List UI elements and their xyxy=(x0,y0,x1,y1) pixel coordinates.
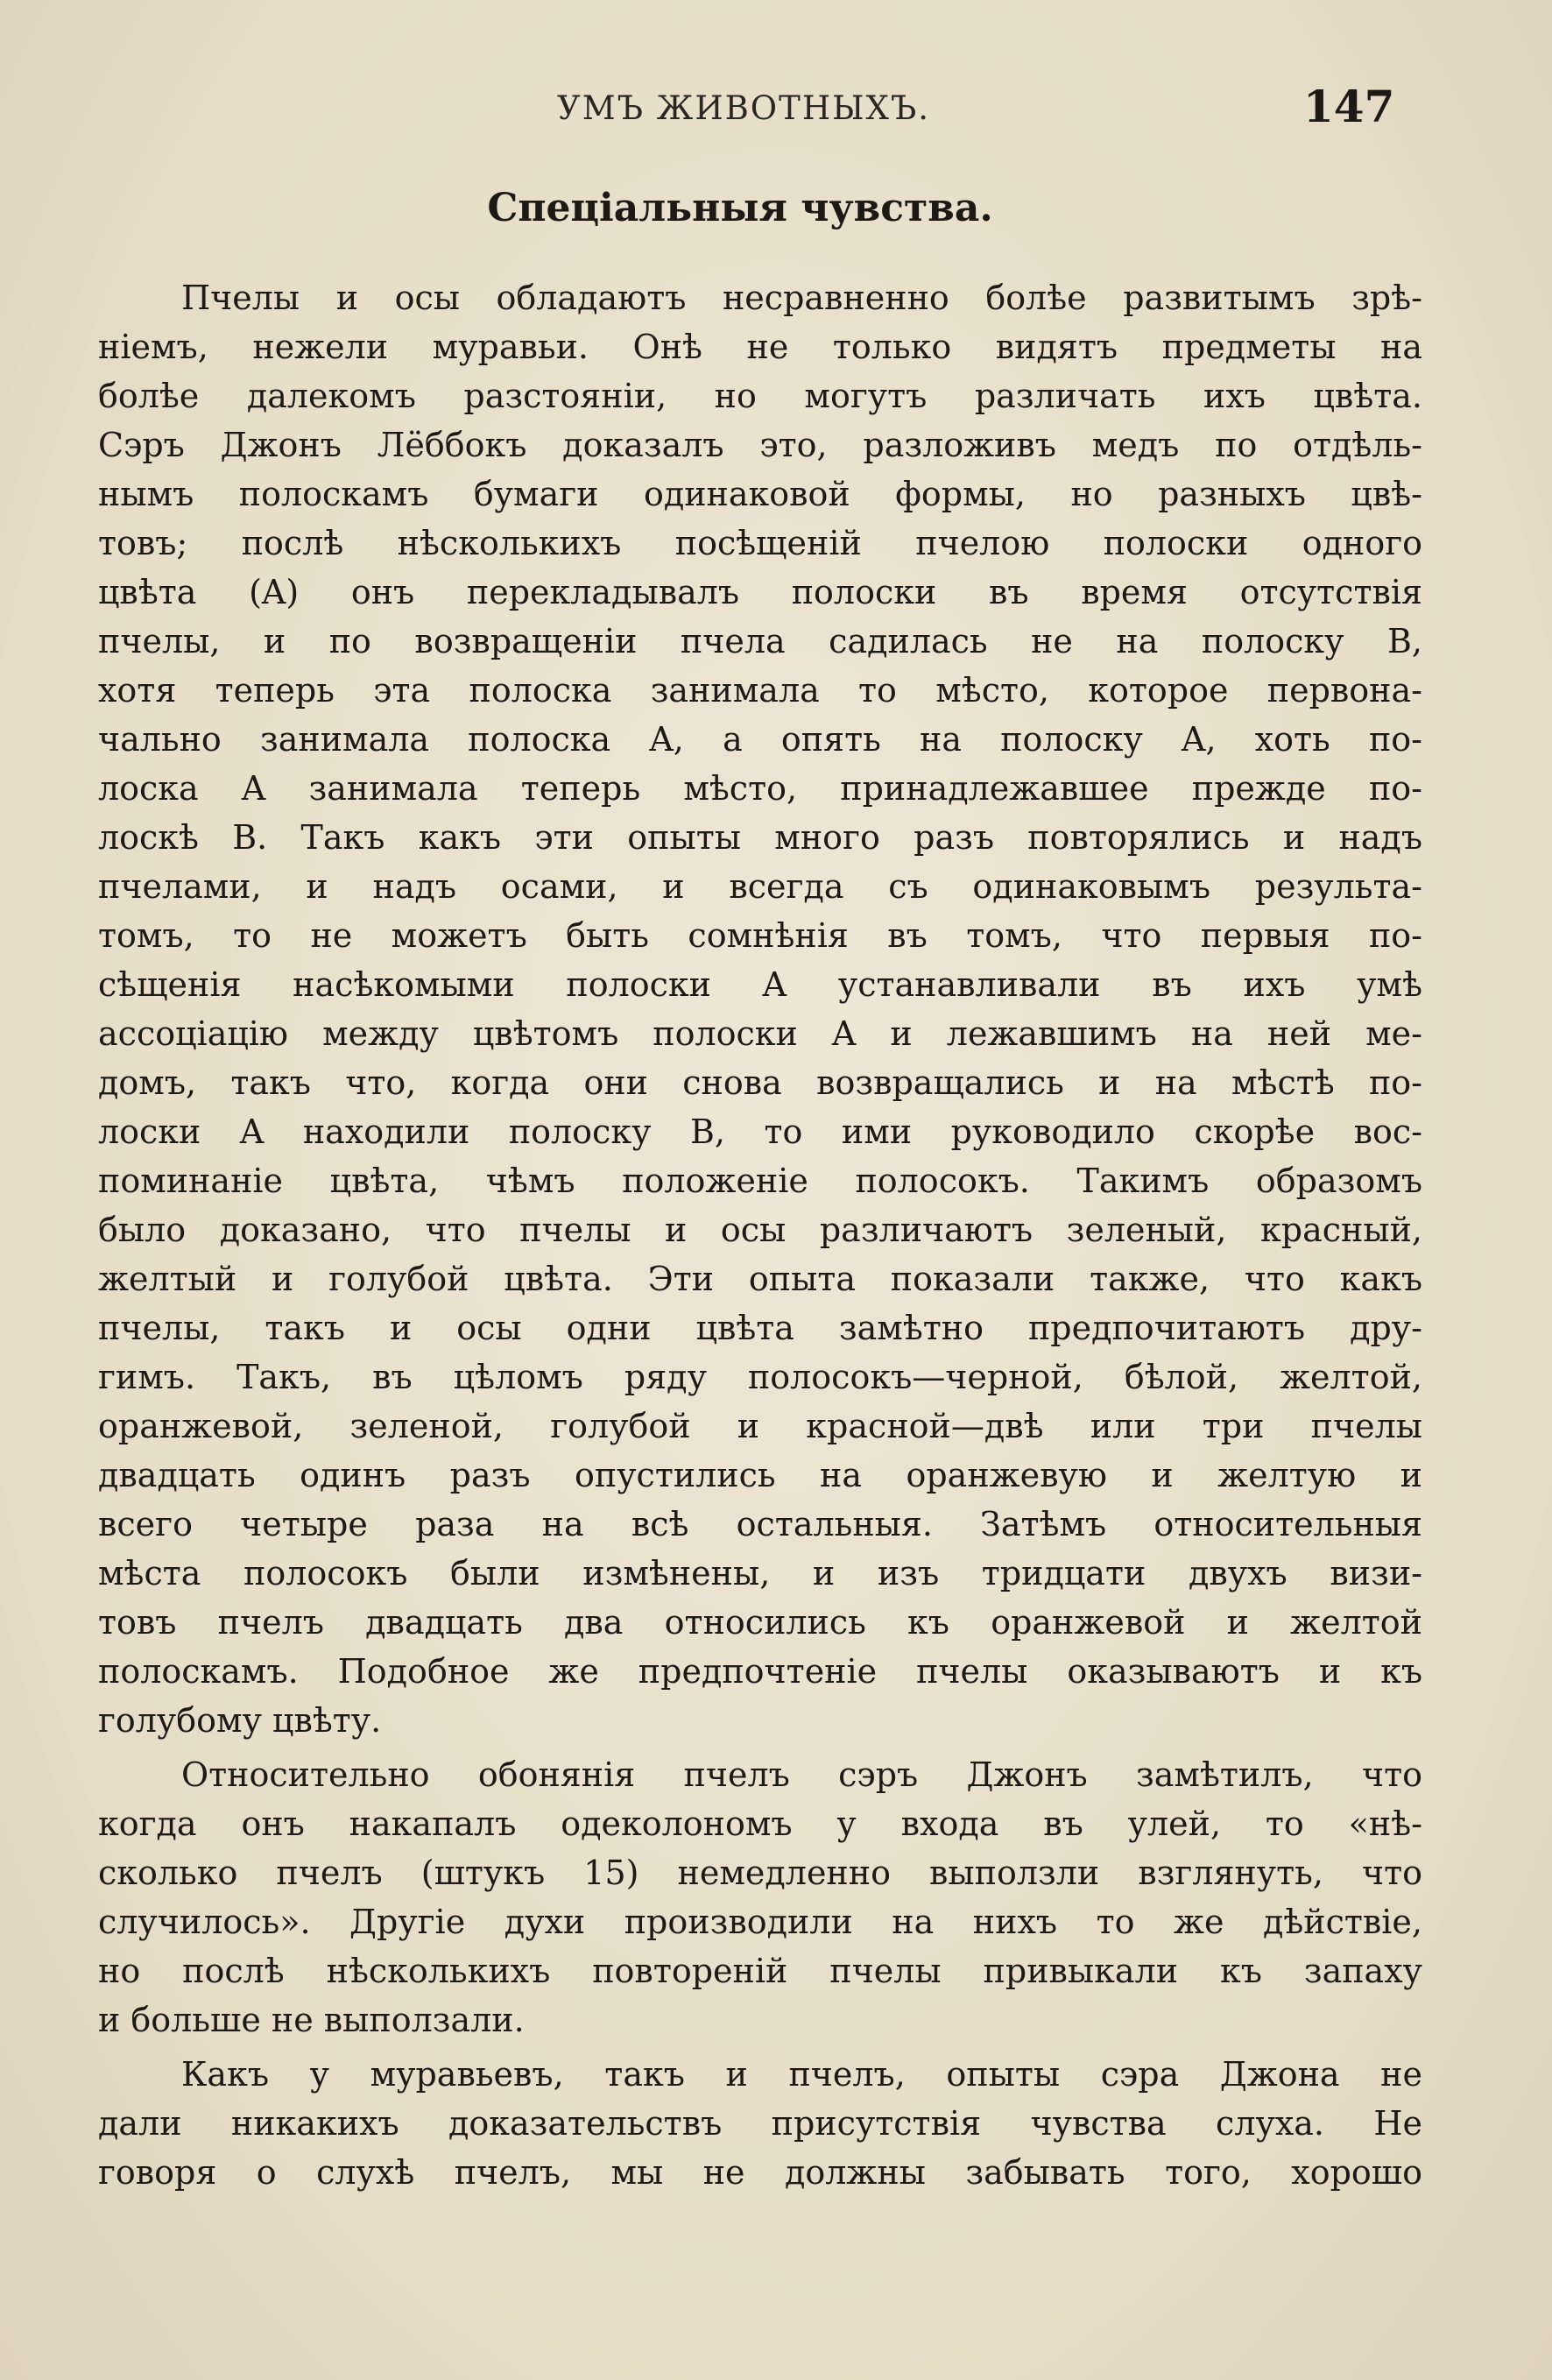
text-line: поминаніе цвѣта, чѣмъ положеніе полосокъ. Такимъ образомъ xyxy=(98,1162,1422,1200)
text-line: дали никакихъ доказательствъ присутствія чувства слуха. Не xyxy=(98,2104,1422,2143)
text-line: домъ, такъ что, когда они снова возвращались и на мѣстѣ по- xyxy=(98,1063,1422,1102)
text-line: хотя теперь эта полоска занимала то мѣсто, которое первона- xyxy=(98,671,1422,710)
text-line: цвѣта (A) онъ перекладывалъ полоски въ время отсутствія xyxy=(98,573,1422,611)
text-line: всего четыре раза на всѣ остальныя. Затѣмъ относительныя xyxy=(98,1505,1422,1543)
text-line: ассоціацію между цвѣтомъ полоски A и лежавшимъ на ней ме- xyxy=(98,1014,1422,1053)
page-number: 147 xyxy=(1303,81,1395,132)
text-line: нымъ полоскамъ бумаги одинаковой формы, но разныхъ цвѣ- xyxy=(98,475,1422,513)
paragraph xyxy=(98,273,1422,1745)
text-line: случилось». Другіе духи производили на нихъ то же дѣйствіе, xyxy=(98,1903,1422,1941)
text-line: мѣста полосокъ были измѣнены, и изъ тридцати двухъ визи- xyxy=(98,1554,1422,1593)
paragraph xyxy=(98,2050,1422,2197)
running-head xyxy=(0,81,1552,142)
text-line: было доказано, что пчелы и осы различаютъ зеленый, красный, xyxy=(98,1211,1422,1249)
text-line: Сэръ Джонъ Лёббокъ доказалъ это, разложивъ медъ по отдѣль- xyxy=(98,426,1422,464)
section-title: Спеціальныя чувства. xyxy=(487,186,993,230)
text-line: Пчелы и осы обладаютъ несравненно болѣе развитымъ зрѣ- xyxy=(181,279,1422,317)
text-line: гимъ. Такъ, въ цѣломъ ряду полосокъ—черной, бѣлой, желтой, xyxy=(98,1358,1422,1396)
text-line: пчелы, и по возвращеніи пчела садилась не на полоску B, xyxy=(98,622,1422,660)
text-line: сколько пчелъ (штукъ 15) немедленно выползли взглянуть, что xyxy=(98,1854,1422,1892)
body-text xyxy=(98,273,1422,2197)
text-line: голубому цвѣту. xyxy=(98,1701,382,1740)
text-line: товъ; послѣ нѣсколькихъ посѣщеній пчелою полоски одного xyxy=(98,524,1422,562)
text-line: болѣе далекомъ разстояніи, но могутъ различать ихъ цвѣта. xyxy=(98,377,1422,415)
text-line: чально занимала полоска A, а опять на полоску A, хоть по- xyxy=(98,720,1422,759)
text-line: Относительно обонянія пчелъ сэръ Джонъ замѣтилъ, что xyxy=(181,1755,1422,1794)
text-line: двадцать одинъ разъ опустились на оранжевую и желтую и xyxy=(98,1456,1422,1494)
text-line: товъ пчелъ двадцать два относились къ оранжевой и желтой xyxy=(98,1603,1422,1642)
text-line: ніемъ, нежели муравьи. Онѣ не только видятъ предметы на xyxy=(98,328,1422,366)
text-line: томъ, то не можетъ быть сомнѣнія въ томъ, что первыя по- xyxy=(98,916,1422,955)
text-line: полоскамъ. Подобное же предпочтеніе пчелы оказываютъ и къ xyxy=(98,1652,1422,1691)
text-line: пчелы, такъ и осы одни цвѣта замѣтно предпочитаютъ дру- xyxy=(98,1309,1422,1347)
running-title: УМЪ ЖИВОТНЫХЪ. xyxy=(557,89,930,127)
paragraph xyxy=(98,1750,1422,2045)
text-line: и больше не выползали. xyxy=(98,2001,525,2039)
text-line: пчелами, и надъ осами, и всегда съ одинаковымъ результа- xyxy=(98,867,1422,906)
text-line: желтый и голубой цвѣта. Эти опыта показали также, что какъ xyxy=(98,1260,1422,1298)
text-line: сѣщенія насѣкомыми полоски A устанавливали въ ихъ умѣ xyxy=(98,965,1422,1004)
text-line: оранжевой, зеленой, голубой и красной—двѣ или три пчелы xyxy=(98,1407,1422,1445)
text-line: Какъ у муравьевъ, такъ и пчелъ, опыты сэра Джона не xyxy=(181,2055,1422,2094)
text-line: но послѣ нѣсколькихъ повтореній пчелы привыкали къ запаху xyxy=(98,1952,1422,1990)
text-line: лоска A занимала теперь мѣсто, принадлежавшее прежде по- xyxy=(98,769,1422,808)
text-line: говоря о слухѣ пчелъ, мы не должны забывать того, хорошо xyxy=(98,2153,1422,2192)
text-line: лоски A находили полоску B, то ими руководило скорѣе вос- xyxy=(98,1112,1422,1151)
text-line: лоскѣ B. Такъ какъ эти опыты много разъ повторялись и надъ xyxy=(98,818,1422,857)
text-line: когда онъ накапалъ одеколономъ у входа въ улей, то «нѣ- xyxy=(98,1804,1422,1843)
